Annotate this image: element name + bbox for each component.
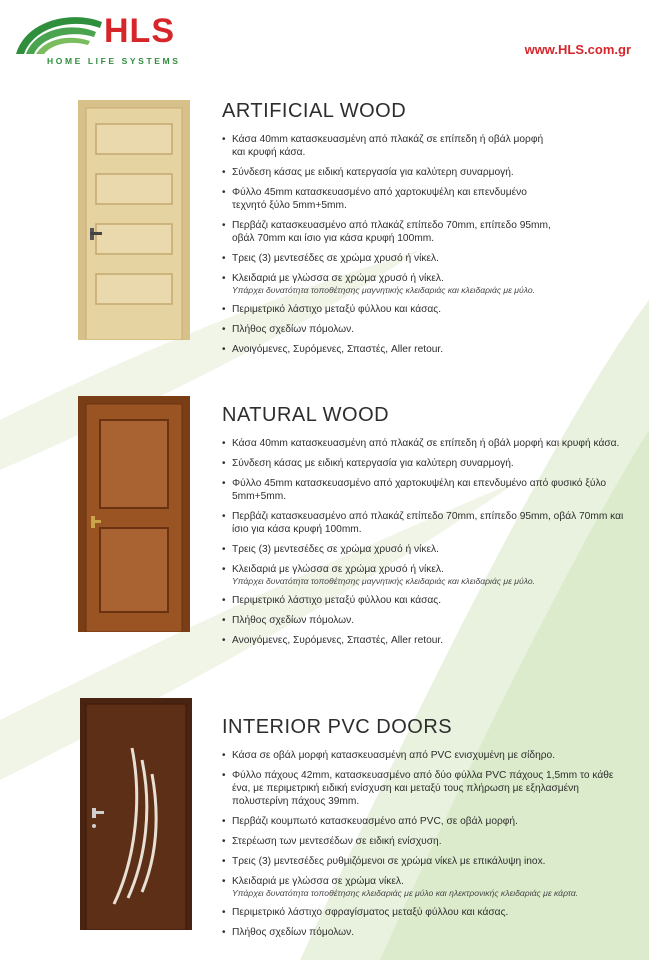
list-item: • Κάσα 40mm κατασκευασμένη από πλακάζ σε επίπεδη ή οβάλ μορφή και κρυφή κάσα. xyxy=(222,438,620,449)
list-item: • Περιμετρικό λάστιχο μεταξύ φύλλου και κάσας. xyxy=(222,304,442,315)
list-item: • Φύλλο 45mm κατασκευασμένο από χαρτοκυψέλη και επενδυμένο τεχνητό ξύλο 5mm+5mm. xyxy=(222,187,527,211)
list-item: • Κλειδαριά με γλώσσα σε χρώμα χρυσό ή νίκελ. Υπάρχει δυνατότητα τοποθέτησης μαγνητικής κλειδαριάς και κλειδαριάς με μύλο. xyxy=(222,563,632,587)
section-title: INTERIOR PVC DOORS xyxy=(222,716,453,738)
list-item: • Περιμετρικό λάστιχο μεταξύ φύλλου και κάσας. xyxy=(222,595,442,606)
section-title: ARTIFICIAL WOOD xyxy=(222,100,407,122)
section-artificial-wood xyxy=(0,100,649,360)
list-item-note: Υπάρχει δυνατότητα τοποθέτησης μαγνητικής κλειδαριάς και κλειδαριάς με μύλο. xyxy=(232,285,536,295)
list-item: • Περβάζι κατασκευασμένο από πλακάζ επίπεδο 70mm, επίπεδο 95mm, οβάλ 70mm και ίσιο για κάσα κρυφή 100mm. xyxy=(222,220,551,244)
pvc-doors-content xyxy=(222,716,614,946)
list-item: • Ανοιγόμενες, Συρόμενες, Σπαστές, Aller retour. xyxy=(222,635,444,646)
list-item: • Πλήθος σχεδίων πόμολων. xyxy=(222,615,355,626)
list-item: • Σύνδεση κάσας με ειδική κατεργασία για καλύτερη συναρμογή. xyxy=(222,458,514,469)
spec-list xyxy=(222,437,632,647)
list-item: • Ανοιγόμενες, Συρόμενες, Σπαστές, Aller retour. xyxy=(222,344,444,355)
list-item: • Τρεις (3) μεντεσέδες σε χρώμα χρυσό ή νίκελ. xyxy=(222,253,439,264)
list-item-note: Υπάρχει δυνατότητα τοποθέτησης μαγνητικής κλειδαριάς και κλειδαριάς με μύλο. xyxy=(232,576,536,586)
natural-wood-content xyxy=(222,404,632,654)
logo-arc-icon xyxy=(12,10,107,58)
list-item: • Σύνδεση κάσας με ειδική κατεργασία για καλύτερη συναρμογή. xyxy=(222,167,514,178)
website-link[interactable]: www.HLS.com.gr xyxy=(524,42,631,57)
door-pvc-image xyxy=(80,698,192,930)
list-item: • Περβάζι κατασκευασμένο από πλακάζ επίπεδο 70mm, επίπεδο 95mm, οβάλ 70mm και ίσιο για κάσα κρυφή 100mm. xyxy=(222,511,624,535)
section-natural-wood xyxy=(0,396,649,656)
list-item: • Στερέωση των μεντεσέδων σε ειδική ενίσχυση. xyxy=(222,836,442,847)
spec-list xyxy=(222,133,552,356)
list-item: • Φύλλο πάχους 42mm, κατασκευασμένο από δύο φύλλα PVC πάχους 1,5mm το κάθε ένα, με περιμετρική ειδική ενίσχυση και μεταξύ τους πλήρωση με εξηλασμένη πολυστερίνη πάχους 39mm. xyxy=(222,770,614,807)
section-title: NATURAL WOOD xyxy=(222,404,390,426)
list-item: • Πλήθος σχεδίων πόμολων. xyxy=(222,324,355,335)
list-item: • Κάσα 40mm κατασκευασμένη από πλακάζ σε επίπεδη ή οβάλ μορφή και κρυφή κάσα. xyxy=(222,134,544,158)
artificial-wood-content xyxy=(222,100,552,363)
list-item: • Φύλλο 45mm κατασκευασμένο από χαρτοκυψέλη και επενδυμένο από φυσικό ξύλο 5mm+5mm. xyxy=(222,478,607,502)
list-item: • Κλειδαριά με γλώσσα σε χρώμα νίκελ. Υπάρχει δυνατότητα τοποθέτησης κλειδαριάς με μύλο και ηλεκτρονικής κλειδαριάς με κάρτα. xyxy=(222,875,622,899)
list-item: • Κάσα σε οβάλ μορφή κατασκευασμένη από PVC ενισχυμένη με σίδηρο. xyxy=(222,750,556,761)
list-item: • Πλήθος σχεδίων πόμολων. xyxy=(222,927,355,938)
brand-logo[interactable] xyxy=(12,10,202,70)
list-item: • Τρεις (3) μεντεσέδες ρυθμιζόμενοι σε χρώμα νίκελ με επικάλυψη inox. xyxy=(222,856,546,867)
logo-name: HLS xyxy=(104,12,175,50)
logo-tagline: HOME LIFE SYSTEMS xyxy=(47,56,181,66)
page-header xyxy=(0,0,649,90)
section-interior-pvc-doors xyxy=(0,698,649,938)
list-item: • Περιμετρικό λάστιχο σφραγίσματος μεταξύ φύλλου και κάσας. xyxy=(222,907,509,918)
door-artificial-wood-image xyxy=(78,100,190,340)
list-item: • Περβάζι κουμπωτό κατασκευασμένο από PVC, σε οβάλ μορφή. xyxy=(222,816,518,827)
list-item: • Κλειδαριά με γλώσσα σε χρώμα χρυσό ή νίκελ. Υπάρχει δυνατότητα τοποθέτησης μαγνητικής κλειδαριάς και κλειδαριάς με μύλο. xyxy=(222,272,552,296)
list-item-note: Υπάρχει δυνατότητα τοποθέτησης κλειδαριάς με μύλο και ηλεκτρονικής κλειδαριάς με κάρτα. xyxy=(232,888,579,898)
list-item: • Τρεις (3) μεντεσέδες σε χρώμα χρυσό ή νίκελ. xyxy=(222,544,439,555)
door-natural-wood-image xyxy=(78,396,190,632)
spec-list xyxy=(222,749,622,939)
